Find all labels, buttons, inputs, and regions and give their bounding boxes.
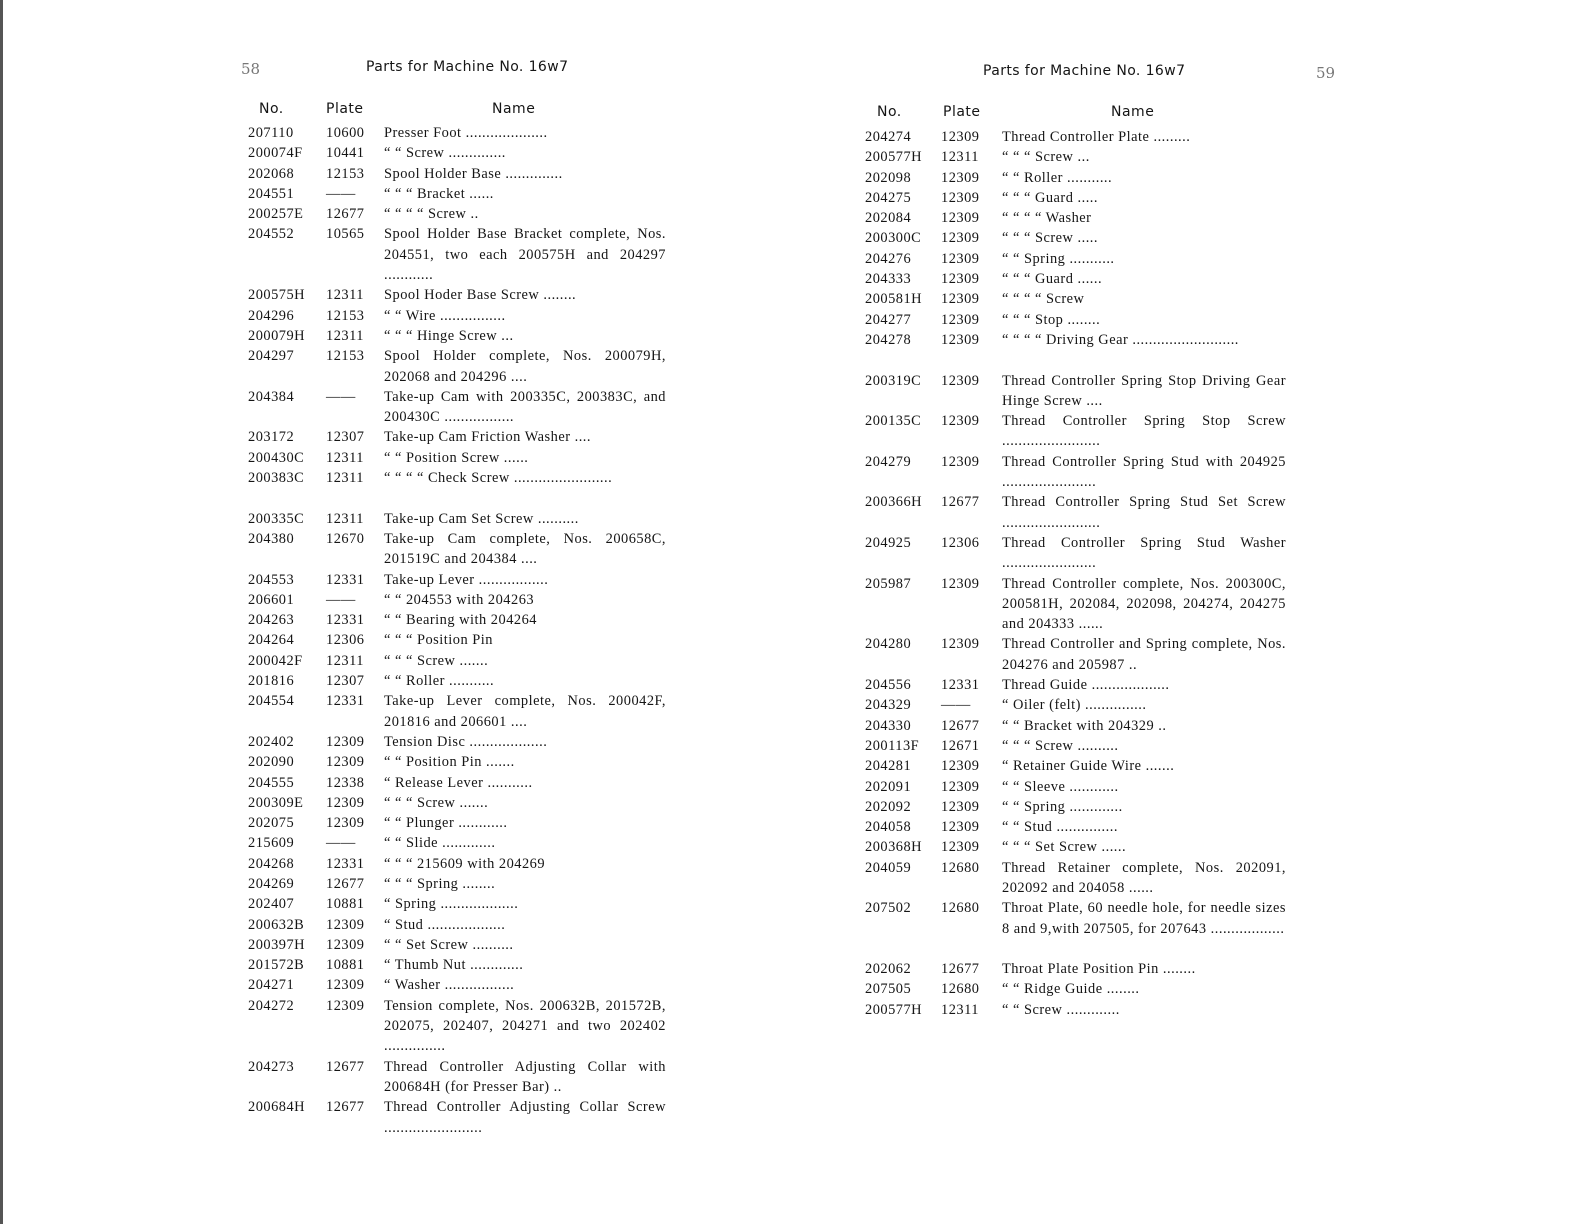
part-name: “ “ Wire ................ [384,307,506,324]
table-row [248,793,668,813]
plate-number: 12677 [326,1058,365,1075]
plate-number: 12309 [941,453,980,470]
part-number: 204296 [248,307,295,324]
part-number: 200079H [248,327,306,344]
table-row [248,285,668,305]
part-number: 201816 [248,673,295,690]
part-number: 200632B [248,916,305,933]
plate-number: 12306 [326,632,365,649]
part-number: 204276 [865,250,912,267]
plate-number: 12311 [941,149,979,166]
plate-number: 12309 [941,331,980,348]
part-name: “ Thumb Nut ............. [384,957,524,974]
table-row [865,289,1287,309]
part-number: 215609 [248,835,295,852]
table-row [865,188,1287,208]
table-row [865,979,1287,999]
part-name: “ “ “ Screw ... [1002,149,1090,166]
part-name: “ Retainer Guide Wire ....... [1002,758,1175,775]
part-name: Thread Controller and Spring complete, Nos. 204276 and 205987 .. [1002,636,1286,673]
part-number: 200042F [248,652,303,669]
parts-list [248,123,668,1138]
part-name: “ “ Screw ............. [1002,1001,1120,1018]
part-number: 206601 [248,591,295,608]
table-row [248,184,668,204]
plate-number: 12311 [326,327,364,344]
table-row [865,127,1287,147]
table-row [248,630,668,650]
table-row [865,736,1287,756]
table-row [865,371,1287,412]
part-name: “ “ “ “ Screw .. [384,206,479,223]
part-name: “ “ “ “ Check Screw ........................ [384,470,613,487]
part-number: 204058 [865,819,912,836]
column-header-no: No. [877,104,902,120]
part-name: Thread Controller Spring Stud Washer ....................... [1002,534,1286,572]
plate-number: 12309 [941,169,980,186]
table-row [248,773,668,793]
plate-number: —— [326,835,356,852]
table-row [248,570,668,590]
table-row [865,858,1287,899]
part-number: 204059 [865,859,912,876]
part-name: “ Washer ................. [384,977,515,994]
part-name: “ “ “ Spring ........ [384,875,496,892]
table-row [248,123,668,143]
part-number: 201572B [248,957,305,974]
page-title: Parts for Machine No. 16w7 [983,63,1186,79]
part-number: 200257E [248,206,304,223]
part-number: 204552 [248,226,295,243]
part-name: “ Oiler (felt) ............... [1002,697,1147,714]
plate-number: 12331 [326,571,365,588]
plate-number: —— [326,591,356,608]
plate-number: 12309 [941,311,980,328]
part-name: Take-up Cam Set Screw .......... [384,510,579,527]
table-row [248,691,668,732]
part-number: 204333 [865,271,912,288]
table-row [865,269,1287,289]
table-row [865,1000,1287,1020]
table-row [865,898,1287,959]
part-number: 204925 [865,534,912,551]
part-number: 202092 [865,798,912,815]
part-number: 204281 [865,758,912,775]
table-row [248,1097,668,1138]
table-row [248,935,668,955]
table-row [248,164,668,184]
part-number: 204384 [248,388,295,405]
table-row [248,915,668,935]
part-name: Thread Controller Spring Stop Driving Gear Hinge Screw .... [1002,372,1286,409]
column-header-plate: Plate [943,104,981,120]
table-row [865,797,1287,817]
part-number: 207505 [865,981,912,998]
plate-number: 12677 [941,717,980,734]
table-row [248,732,668,752]
part-number: 204555 [248,774,295,791]
plate-number: 12309 [941,129,980,145]
table-row [248,306,668,326]
table-row [248,975,668,995]
plate-number: 10600 [326,125,365,141]
part-name: Thread Controller Adjusting Collar with 200684H (for Presser Bar) .. [384,1058,666,1095]
part-name: “ “ “ Hinge Screw ... [384,327,514,344]
plate-number: 12677 [326,206,365,223]
page-number: 59 [1316,64,1336,82]
part-number: 200300C [865,230,922,247]
part-name: Thread Guide ................... [1002,677,1170,694]
part-name: Take-up Cam with 200335C, 200383C, and 200430C ................. [384,388,666,426]
part-number: 200366H [865,494,923,511]
table-row [248,813,668,833]
part-number: 204264 [248,632,295,649]
plate-number: 12677 [941,494,980,511]
plate-number: 12331 [326,855,365,872]
table-row [248,346,668,387]
part-name: “ “ “ Screw ....... [384,652,489,669]
plate-number: 10881 [326,896,365,913]
table-row [865,492,1287,533]
part-name: Spool Holder complete, Nos. 200079H, 202068 and 204296 .... [384,348,666,385]
part-name: Tension Disc ................... [384,733,548,750]
part-number: 204272 [248,997,295,1014]
column-header-name: Name [492,101,536,117]
plate-number: 10881 [326,957,365,974]
plate-number: 12311 [326,510,364,527]
table-row [865,147,1287,167]
plate-number: 12309 [941,758,980,775]
table-row [248,651,668,671]
table-row [865,228,1287,248]
table-row [865,777,1287,797]
part-name: “ Stud ................... [384,916,506,933]
part-number: 204551 [248,185,295,202]
table-row [865,310,1287,330]
plate-number: 12309 [326,977,365,994]
part-name: “ “ “ Screw ....... [384,794,489,811]
part-name: “ “ Position Pin ....... [384,754,515,771]
part-number: 204553 [248,571,295,588]
table-row [248,224,668,285]
table-row [865,249,1287,269]
plate-number: 12311 [941,1001,979,1018]
part-name: Thread Controller Plate ......... [1002,129,1191,145]
page-title: Parts for Machine No. 16w7 [366,59,569,75]
table-row [865,533,1287,574]
part-name: “ “ Roller ........... [384,673,495,690]
table-row [248,326,668,346]
table-row [248,143,668,163]
part-name: “ “ Slide ............. [384,835,496,852]
part-number: 204278 [865,331,912,348]
part-number: 204329 [865,697,912,714]
table-row [865,574,1287,635]
part-number: 204273 [248,1058,295,1075]
part-name: Thread Retainer complete, Nos. 202091, 202092 and 204058 ...... [1002,859,1286,896]
part-name: Throat Plate Position Pin ........ [1002,961,1196,978]
part-name: “ “ “ Bracket ...... [384,185,494,202]
part-name: “ “ Bearing with 204264 [384,612,537,629]
part-number: 202402 [248,733,295,750]
part-name: “ “ Plunger ............ [384,815,508,832]
part-number: 202090 [248,754,295,771]
column-header-no: No. [259,101,284,117]
part-number: 205987 [865,575,912,592]
part-number: 204271 [248,977,295,994]
part-name: Presser Foot .................... [384,125,548,141]
plate-number: 12311 [326,287,364,304]
part-number: 200397H [248,936,306,953]
part-number: 204274 [865,129,912,145]
page-number: 58 [241,60,261,78]
column-header-plate: Plate [326,101,364,117]
part-name: “ “ Sleeve ............ [1002,778,1119,795]
part-name: “ “ “ Guard ..... [1002,189,1099,206]
table-row [865,330,1287,371]
table-row [248,387,668,428]
part-number: 207502 [865,900,912,917]
part-number: 202098 [865,169,912,186]
plate-number: —— [326,185,356,202]
part-number: 200577H [865,1001,923,1018]
part-name: “ “ Position Screw ...... [384,449,529,466]
table-row [248,448,668,468]
part-name: “ “ “ Guard ...... [1002,271,1103,288]
plate-number: 12307 [326,673,365,690]
plate-number: 12309 [941,413,980,430]
plate-number: 12338 [326,774,365,791]
part-number: 203172 [248,429,295,446]
plate-number: 12309 [326,794,365,811]
part-name: “ “ Set Screw .......... [384,936,514,953]
plate-number: 12306 [941,534,980,551]
right-page [792,0,1584,1224]
plate-number: 12331 [326,612,365,629]
plate-number: 12309 [941,271,980,288]
part-name: “ “ “ Stop ........ [1002,311,1101,328]
plate-number: 12309 [326,936,365,953]
table-row [865,959,1287,979]
part-name: “ “ Ridge Guide ........ [1002,981,1140,998]
part-name: Take-up Cam complete, Nos. 200658C, 201519C and 204384 .... [384,530,666,568]
plate-number: 12331 [941,677,980,694]
table-row [248,854,668,874]
part-name: “ Spring ................... [384,896,519,913]
plate-number: 12309 [941,819,980,836]
plate-number: 12309 [941,291,980,308]
part-number: 200430C [248,449,305,466]
plate-number: 12309 [941,636,980,653]
part-number: 204556 [865,677,912,694]
plate-number: 12311 [326,449,364,466]
part-number: 204268 [248,855,295,872]
plate-number: 12309 [941,250,980,267]
part-name: “ “ Spring ............. [1002,798,1123,815]
table-row [248,894,668,914]
table-row [865,695,1287,715]
part-name: Thread Controller complete, Nos. 200300C, 200581H, 202084, 202098, 204274, 204275 and 204333 ...... [1002,575,1286,633]
part-name: Tension complete, Nos. 200632B, 201572B, 202075, 202407, 204271 and two 202402 ............... [384,997,666,1055]
plate-number: 12153 [326,307,365,324]
part-name: “ “ “ “ Screw [1002,291,1085,308]
table-row [248,590,668,610]
plate-number: 12309 [941,778,980,795]
plate-number: 12680 [941,900,980,917]
part-number: 200113F [865,737,920,754]
part-number: 200368H [865,839,923,856]
part-number: 200074F [248,145,303,162]
plate-number: 12331 [326,693,365,710]
part-name: “ “ Spring ........... [1002,250,1115,267]
part-name: “ “ “ “ Washer [1002,210,1092,227]
table-row [248,610,668,630]
part-name: “ “ “ Position Pin [384,632,493,649]
part-name: “ “ 204553 with 204263 [384,591,535,608]
part-number: 204297 [248,348,295,365]
plate-number: 12677 [941,961,980,978]
part-name: “ “ “ “ Driving Gear .......................... [1002,331,1239,348]
plate-number: 12309 [941,839,980,856]
table-row [248,955,668,975]
plate-number: 12309 [941,575,980,592]
part-name: Spool Holder Base Bracket complete, Nos. 204551, two each 200575H and 204297 ............ [384,226,666,284]
plate-number: 12153 [326,165,365,182]
plate-number: 12309 [941,189,980,206]
part-name: “ “ “ 215609 with 204269 [384,855,546,872]
column-header-name: Name [1111,104,1155,120]
table-row [865,756,1287,776]
part-number: 200383C [248,470,305,487]
part-name: “ “ “ Screw .......... [1002,737,1119,754]
table-row [248,752,668,772]
part-name: Thread Controller Spring Stop Screw ........................ [1002,413,1286,450]
plate-number: 12680 [941,859,980,876]
part-name: Thread Controller Spring Stud with 204925 ....................... [1002,453,1286,491]
part-number: 200319C [865,372,922,389]
part-number: 202075 [248,815,295,832]
table-row [248,468,668,509]
part-number: 204280 [865,636,912,653]
part-name: “ Release Lever ........... [384,774,533,791]
part-number: 200309E [248,794,304,811]
table-row [248,1057,668,1098]
table-row [248,509,668,529]
plate-number: 12309 [941,372,980,389]
table-row [248,529,668,570]
table-row [865,716,1287,736]
part-number: 202407 [248,896,295,913]
plate-number: 12671 [941,737,980,754]
part-name: “ “ Stud ............... [1002,819,1118,836]
part-number: 200684H [248,1099,306,1116]
part-number: 202091 [865,778,912,795]
part-number: 204277 [865,311,912,328]
table-row [865,208,1287,228]
part-name: Spool Holder Base .............. [384,165,563,182]
part-name: Thread Controller Adjusting Collar Screw ........................ [384,1099,666,1136]
part-number: 200135C [865,413,922,430]
table-row [865,168,1287,188]
plate-number: 12670 [326,530,365,547]
part-name: Spool Hoder Base Screw ........ [384,287,577,304]
part-name: “ “ “ Set Screw ...... [1002,839,1127,856]
part-number: 204275 [865,189,912,206]
plate-number: 12309 [326,754,365,771]
part-name: Take-up Lever complete, Nos. 200042F, 201816 and 206601 .... [384,693,666,730]
parts-list [865,127,1287,1020]
table-row [865,634,1287,675]
part-number: 204269 [248,875,295,892]
part-number: 204263 [248,612,295,629]
plate-number: 12307 [326,429,365,446]
part-number: 200335C [248,510,305,527]
part-number: 204279 [865,453,912,470]
plate-number: 12309 [941,798,980,815]
table-row [865,411,1287,452]
table-row [248,204,668,224]
table-row [865,675,1287,695]
plate-number: 12680 [941,981,980,998]
table-row [248,996,668,1057]
table-row [865,837,1287,857]
part-number: 204330 [865,717,912,734]
plate-number: 12677 [326,1099,365,1116]
part-number: 204554 [248,693,295,710]
part-number: 202062 [865,961,912,978]
part-number: 202068 [248,165,295,182]
part-number: 202084 [865,210,912,227]
plate-number: 12309 [326,997,365,1014]
plate-number: 12309 [941,210,980,227]
part-number: 207110 [248,125,294,141]
plate-number: —— [941,697,971,714]
plate-number: —— [326,388,356,405]
plate-number: 12311 [326,652,364,669]
plate-number: 12309 [941,230,980,247]
part-name: “ “ Bracket with 204329 .. [1002,717,1167,734]
plate-number: 12153 [326,348,365,365]
part-name: “ “ “ Screw ..... [1002,230,1099,247]
part-number: 200577H [865,149,923,166]
table-row [865,817,1287,837]
plate-number: 10441 [326,145,365,162]
plate-number: 12311 [326,470,364,487]
part-number: 200575H [248,287,306,304]
part-name: Take-up Lever ................. [384,571,549,588]
table-row [248,874,668,894]
table-row [865,452,1287,493]
part-number: 204380 [248,530,295,547]
part-name: Thread Controller Spring Stud Set Screw ........................ [1002,494,1286,531]
plate-number: 12309 [326,916,365,933]
part-number: 200581H [865,291,923,308]
table-row [248,833,668,853]
plate-number: 12309 [326,815,365,832]
plate-number: 12677 [326,875,365,892]
part-name: “ “ Screw .............. [384,145,506,162]
plate-number: 10565 [326,226,365,243]
table-row [248,671,668,691]
part-name: “ “ Roller ........... [1002,169,1113,186]
part-name: Take-up Cam Friction Washer .... [384,429,591,446]
table-row [248,427,668,447]
plate-number: 12309 [326,733,365,750]
part-name: Throat Plate, 60 needle hole, for needle sizes 8 and 9,with 207505, for 207643 .................. [1002,900,1286,937]
